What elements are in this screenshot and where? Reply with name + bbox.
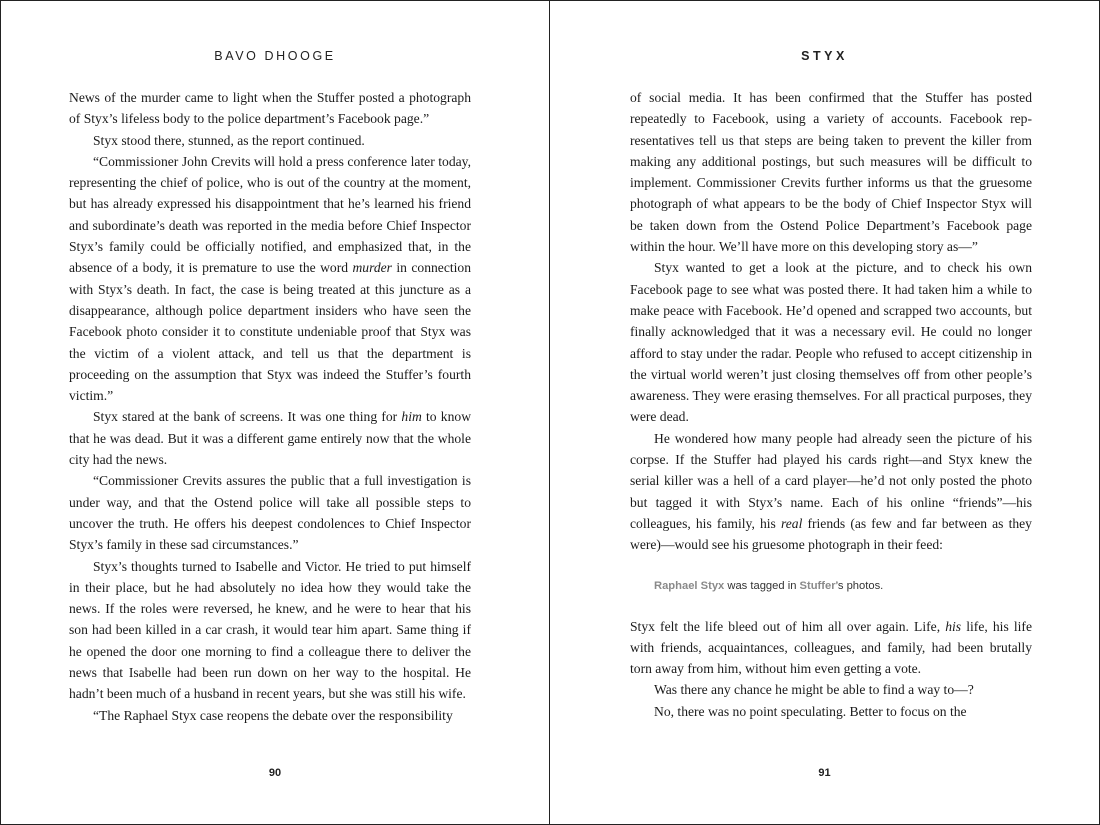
paragraph-text: News of the murder came to light when the Stuffer posted a photograph of Styx’s lifeless body to the police department’s Facebook page.” — [69, 90, 471, 127]
running-header-title: STYX — [801, 49, 848, 63]
paragraph — [69, 130, 471, 151]
right-page-body — [630, 87, 1032, 722]
poster-name: Stuffer — [799, 579, 836, 592]
paragraph — [69, 406, 471, 470]
paragraph-text: Styx wanted to get a look at the picture, and to check his own Facebook page to see what was posted there. It had taken him a while to make peace with Facebook. He’d opened and scrapped two accounts, but finally acknowledged that it was a necessary evil. He could no longer afford to stay under the radar. People who refused to accept citizenship in the virtual world weren’t just closing themselves off from other people’s awareness. They were erasing themselves. For all practical purposes, they were dead. — [630, 260, 1032, 425]
paragraph-text: “Commissioner John Crevits will hold a press conference later today, representing the chief of police, who is out of the country at the moment, but has already expressed his disappointment that he’s learned his friend and subordinate’s death was reported in the media before Chief Inspector Styx’s family could be officially notified, and emphasized that, in the absence of a body, it is premature to use the word — [69, 153, 471, 276]
notification-text: ’s photos. — [835, 579, 884, 592]
emphasis: real — [780, 515, 803, 531]
paragraph-text: “Commissioner Crevits assures the public that a full investigation is under way, and that the Ostend police will take all possible steps to uncover the truth. He offers his deepest condolences to Chief Inspector Styx’s family in these sad circumstances.” — [69, 473, 471, 553]
emphasis: murder — [352, 260, 392, 276]
page-number-right: 91 — [818, 767, 831, 779]
paragraph — [630, 701, 1032, 722]
left-page-body — [69, 87, 471, 726]
notification-text: was tagged in — [724, 579, 800, 592]
paragraph-text: Styx stood there, stunned, as the report continued. — [93, 132, 365, 148]
paragraph — [69, 151, 471, 407]
paragraph — [69, 87, 471, 130]
paragraph-text: He wondered how many people had already seen the picture of his corpse. If the Stuffer had played his cards right—and Styx knew the serial killer was a hell of a card player—he’d not only posted the photo but tagged it with Styx’s name. Each of his online “friends”—his colleagues, his family, his — [630, 430, 1032, 531]
paragraph-text: Was there any chance he might be able to find a way to—? — [654, 682, 974, 698]
paragraph-text: Styx’s thoughts turned to Isabelle and Victor. He tried to put himself in their place, but he had absolutely no idea how they would take the news. If the roles were reversed, he knew, and he were to hear that his son had been killed in a car crash, it would tear him apart. Same thing if he opened the door one morning to find a colleague there to deliver the news that Isabelle had been run down on her way to the hospital. He hadn’t been much of a husband in recent years, but she was still his wife. — [69, 558, 471, 702]
paragraph-text: “The Raphael Styx case reopens the debate over the responsibility — [93, 707, 453, 723]
paragraph-text: in connection with Styx’s death. In fact, the case is being treated at this juncture as a disappearance, although police department insiders who have seen the Facebook photo consider it to constitute undeniable proof that Styx was the victim of a violent attack, and tell us that the department is proceeding on the assumption that Styx was indeed the Stuffer’s fourth victim.” — [69, 260, 471, 404]
paragraph — [630, 87, 1032, 257]
running-header-author: BAVO DHOOGE — [214, 49, 336, 63]
paragraph — [69, 470, 471, 555]
paragraph-text: Styx stared at the bank of screens. It was one thing for — [93, 409, 402, 425]
tagged-user-name: Raphael Styx — [654, 579, 725, 592]
paragraph-text: No, there was no point speculating. Better to focus on the — [654, 703, 967, 719]
paragraph — [630, 679, 1032, 700]
paragraph-text: of social media. It has been confirmed that the Stuffer has posted repeatedly to Facebook, using a variety of accounts. Facebook representatives tell us that steps are being taken to prevent the killer from making any additional postings, but such measures will be difficult to implement. Commissioner Crevits further informs us that the gruesome photograph of what appears to be the body of Chief Inspector Styx will be taken down from the Ostend Police Department’s Facebook page within the hour. We’ll have more on this developing story as—” — [630, 90, 1032, 255]
paragraph-text: life, his life with friends, acquaintances, colleagues, and family, had been brutally torn away from him, without him even getting a vote. — [630, 618, 1032, 677]
emphasis: him — [401, 409, 422, 425]
emphasis: his — [945, 618, 962, 634]
facebook-notification — [654, 576, 1032, 596]
paragraph-text: to know that he was dead. But it was a different game entirely now that the whole city had the news. — [69, 409, 472, 468]
right-page — [549, 0, 1100, 825]
paragraph — [630, 257, 1032, 427]
paragraph — [69, 705, 471, 726]
paragraph — [630, 428, 1032, 556]
paragraph-text: friends (as few and far between as they were)—would see his gruesome photograph in their feed: — [630, 515, 1032, 553]
page-number-left: 90 — [268, 767, 282, 779]
paragraph-text: Styx felt the life bleed out of him all over again. Life, — [630, 618, 946, 634]
paragraph — [69, 556, 471, 705]
paragraph — [630, 616, 1032, 680]
